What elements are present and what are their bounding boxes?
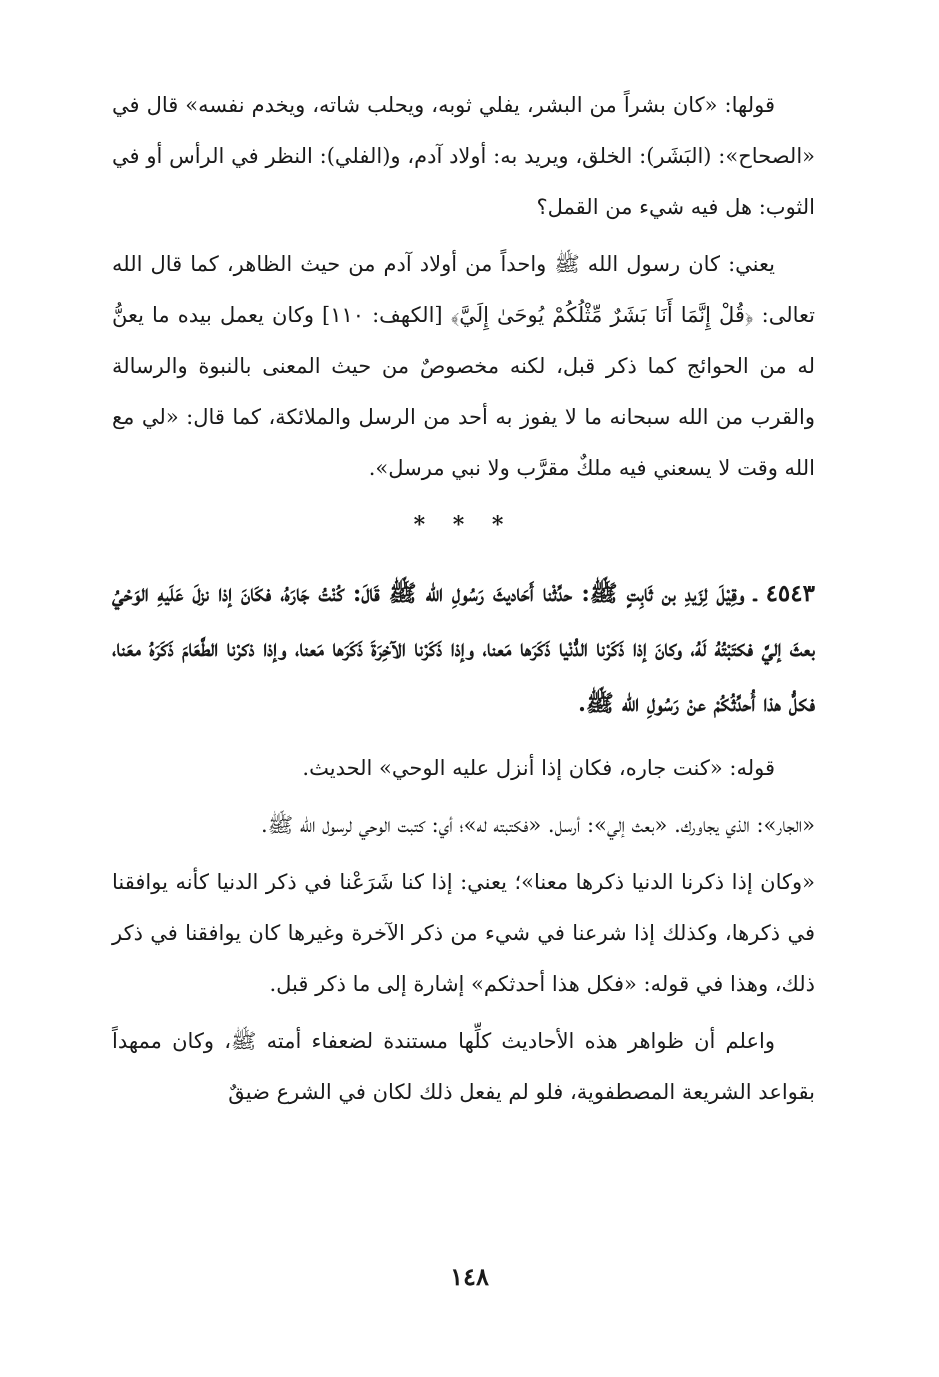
paragraph-wa-alam: واعلم أن ظواهر هذه الأحاديث كلِّها مستندة لضعفاء أمته ﷺ، وكان ممهداً بقواعد الشريعة المصطفوية، فلو لم يفعل ذلك لكان في الشرع ضيقٌ bbox=[112, 1029, 815, 1104]
paragraph-dhikr-dunya: «وكان إذا ذكرنا الدنيا ذكرها معنا»؛ يعني: إذا كنا شَرَعْنا في ذكر الدنيا كأنه يوافقنا في ذكرها، وكذلك إذا شرعنا في شيء من ذكر الآخرة وغيرها كان يوافقنا في ذكر ذلك، وهذا في قوله: «فكل هذا أحدثكم» إشارة إلى ما ذكر قبل. bbox=[112, 870, 815, 996]
paragraph-qawluhu: قوله: «كنت جاره، فكان إذا أنزل عليه الوحي» الحديث. bbox=[302, 756, 775, 780]
paragraph-commentary-basharan: قولها: «كان بشراً من البشر، يفلي ثوبه، ويحلب شاته، ويخدم نفسه» قال في «الصحاح»: (البَشَر): الخلق، ويريد به: أولاد آدم، و(الفلي): النظر في الرأس أو في الثوب: هل فيه شيء من القمل؟ bbox=[112, 93, 815, 219]
page-number: ١٤٨ bbox=[450, 1262, 489, 1291]
hadith-4543: ٤٥٤٣ ـ وقِيْلَ لِزَيدِ بن ثَابِتٍ ﷺ: حدِّثْنا أَحَاديثَ رَسُولِ الله ﷺ قَالَ: كُنْتُ جَارَهُ، فكَانَ إذا نزلَ عَلَيهِ الوَحْيُ بعثَ إليَّ فكتَبْتُهُ لَهُ، وكانَ إذا ذَكَرْنا الدُّنْيا ذَكَرَها مَعنا، وإذا ذَكَرْنا الآخِرَةَ ذَكَرَها مَعنا، وإذا ذكرْنا الطَّعَامَ ذَكَرَهُ معَنا، فكلُّ هذا أُحدِّثُكُمْ عنْ رَسُولِ الله ﷺ. bbox=[112, 580, 815, 717]
section-separator: * * * bbox=[413, 512, 514, 538]
paragraph-al-jar: «الجار»: الذي يجاورك. «بعث إلي»: أرسل. «فكتبته له»؛ أي: كتبت الوحي لرسول الله ﷺ. bbox=[261, 813, 815, 837]
paragraph-commentary-rasul: يعني: كان رسول الله ﷺ واحداً من أولاد آدم من حيث الظاهر، كما قال الله تعالى: ﴿قُلْ إِنَّمَا أَنَا بَشَرٌ مِّثْلُكُمْ يُوحَىٰ إِلَيَّ﴾ [الكهف: ١١٠] وكان يعمل بيده ما يعنُّ له من الحوائج كما ذكر قبل، لكنه مخصوصٌ من حيث المعنى بالنبوة والرسالة والقرب من الله سبحانه ما لا يفوز به أحد من الرسل والملائكة، كما قال: «لي مع الله وقت لا يسعني فيه ملكٌ مقرَّب ولا نبي مرسل». bbox=[112, 252, 815, 480]
page-body bbox=[112, 80, 815, 1118]
